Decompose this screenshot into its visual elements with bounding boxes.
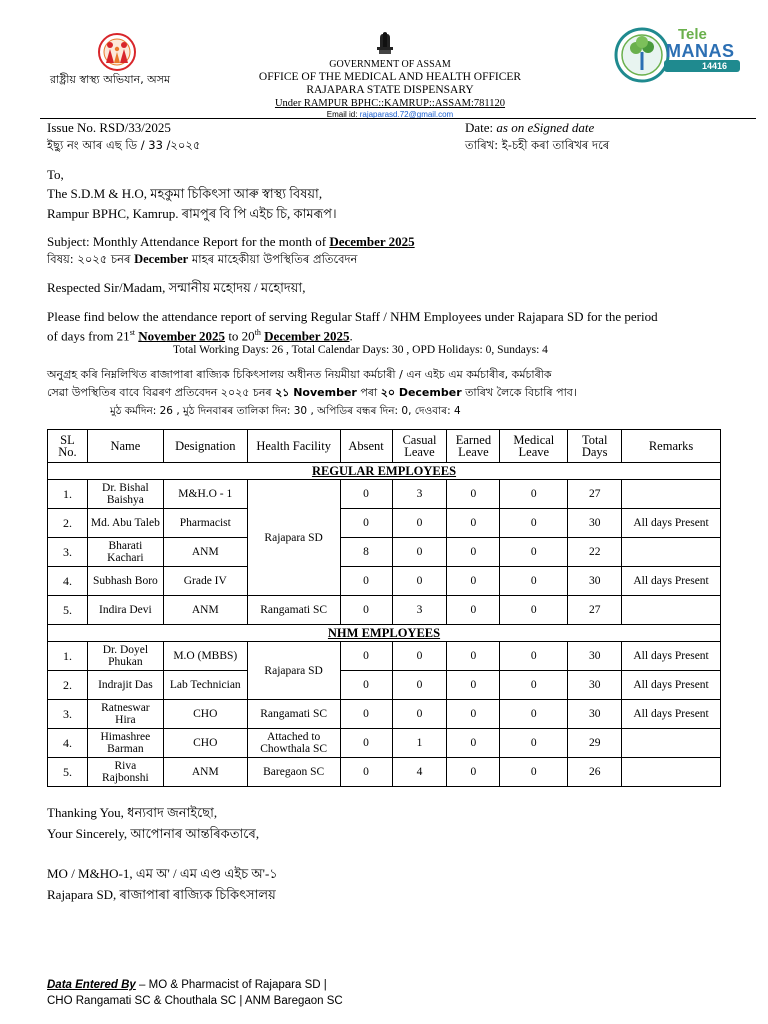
col-designation: Designation bbox=[163, 430, 247, 463]
cell-remarks: All days Present bbox=[622, 642, 721, 671]
cell-total: 30 bbox=[568, 642, 622, 671]
para1-from-date: November 2025 bbox=[138, 328, 226, 344]
cell-medical: 0 bbox=[500, 538, 568, 567]
col-remarks: Remarks bbox=[622, 430, 721, 463]
cell-casual: 0 bbox=[392, 671, 447, 700]
footer-line1-rest: – MO & Pharmacist of Rajapara SD | bbox=[135, 979, 327, 991]
para-bn-line1: অনুগ্ৰহ কৰি নিম্নলিখিত ৰাজাপাৰা ৰাজ্যিক চিকিৎসালয় অধীনত নিয়মীয়া কৰ্মচাৰী / এন এইচ এম কৰ্মচাৰীৰ, কৰ্মচাৰীক bbox=[47, 368, 552, 381]
table-row bbox=[48, 596, 721, 625]
thanks-line: Thanking You, ধন্যবাদ জনাইছো, bbox=[47, 805, 218, 820]
table-row bbox=[48, 480, 721, 509]
table-row bbox=[48, 729, 721, 758]
issue-no-bn: ইছ্যু নং আৰ এছ ডি / 33 /২০২৫ bbox=[47, 138, 201, 152]
totals-en: Total Working Days: 26 , Total Calendar Days: 30 , OPD Holidays: 0, Sundays: 4 bbox=[173, 344, 548, 356]
para1-sup2: th bbox=[254, 328, 261, 337]
cell-absent: 0 bbox=[340, 567, 392, 596]
nhm-title: NHM EMPLOYEES bbox=[48, 625, 721, 642]
cell-total: 30 bbox=[568, 671, 622, 700]
issue-date bbox=[465, 120, 594, 136]
cell-medical: 0 bbox=[500, 729, 568, 758]
cell-remarks: All days Present bbox=[622, 700, 721, 729]
issue-no: Issue No. RSD/33/2025 bbox=[47, 120, 171, 135]
cell-designation: ANM bbox=[163, 758, 247, 787]
signatory-office: Rajapara SD, ৰাজাপাৰা ৰাজ্যিক চিকিৎসালয় bbox=[47, 887, 276, 902]
cell-designation: ANM bbox=[163, 538, 247, 567]
cell-earned: 0 bbox=[447, 642, 500, 671]
cell-medical: 0 bbox=[500, 567, 568, 596]
cell-sl: 1. bbox=[48, 480, 88, 509]
para1-part-e: . bbox=[349, 328, 353, 344]
cell-absent: 0 bbox=[340, 758, 392, 787]
cell-facility: Attached to Chowthala SC bbox=[247, 729, 340, 758]
para1-line1: Please find below the attendance report of serving Regular Staff / NHM Employees under Rajapara SD for the period bbox=[47, 309, 658, 324]
cell-designation: CHO bbox=[163, 700, 247, 729]
para-bn-to: ২০ December bbox=[380, 386, 462, 399]
subject-month: December 2025 bbox=[329, 234, 415, 249]
cell-medical: 0 bbox=[500, 480, 568, 509]
cell-total: 26 bbox=[568, 758, 622, 787]
subject-bn-suffix: মাহৰ মাহেকীয়া উপস্থিতিৰ প্ৰতিবেদন bbox=[188, 252, 358, 266]
cell-sl: 2. bbox=[48, 509, 88, 538]
cell-sl: 3. bbox=[48, 700, 88, 729]
cell-absent: 0 bbox=[340, 700, 392, 729]
cell-medical: 0 bbox=[500, 509, 568, 538]
cell-designation: CHO bbox=[163, 729, 247, 758]
table-header-row bbox=[48, 430, 721, 463]
para1-to-date: December 2025 bbox=[264, 328, 350, 344]
footer-label: Data Entered By bbox=[47, 979, 136, 991]
cell-earned: 0 bbox=[447, 480, 500, 509]
cell-absent: 0 bbox=[340, 729, 392, 758]
cell-medical: 0 bbox=[500, 596, 568, 625]
cell-facility-group: Rajapara SD bbox=[247, 480, 340, 596]
under-line: Under RAMPUR BPHC::KAMRUP::ASSAM:781120 bbox=[274, 98, 506, 109]
cell-designation: Lab Technician bbox=[163, 671, 247, 700]
para-bn-from: ২১ November bbox=[275, 386, 357, 399]
cell-remarks: All days Present bbox=[622, 671, 721, 700]
col-medical: Medical Leave bbox=[500, 430, 568, 463]
cell-name: Bharati Kachari bbox=[87, 538, 163, 567]
col-casual: Casual Leave bbox=[392, 430, 447, 463]
cell-earned: 0 bbox=[447, 758, 500, 787]
sincerely-line: Your Sincerely, আপোনাৰ আন্তৰিকতাৰে, bbox=[47, 826, 260, 841]
to-line: To, bbox=[47, 167, 64, 182]
cell-designation: Grade IV bbox=[163, 567, 247, 596]
para-bn-part-e: তাৰিখ লৈকে বিচাৰি পাব। bbox=[461, 386, 577, 399]
table-row bbox=[48, 671, 721, 700]
cell-total: 30 bbox=[568, 509, 622, 538]
regular-title: REGULAR EMPLOYEES bbox=[48, 463, 721, 480]
cell-absent: 0 bbox=[340, 509, 392, 538]
cell-facility: Rangamati SC bbox=[247, 596, 340, 625]
col-absent: Absent bbox=[340, 430, 392, 463]
cell-casual: 0 bbox=[392, 642, 447, 671]
cell-medical: 0 bbox=[500, 758, 568, 787]
to-addressee: The S.D.M & H.O, মহকুমা চিকিৎসা আৰু স্বাস্থ্য বিষয়া, bbox=[47, 186, 323, 201]
cell-sl: 5. bbox=[48, 758, 88, 787]
cell-name: Riva Rajbonshi bbox=[87, 758, 163, 787]
cell-total: 27 bbox=[568, 596, 622, 625]
manas-text: MANAS bbox=[666, 41, 735, 61]
para-bn-part-a: সেৱা উপস্থিতিৰ বাবে বিৱৰণ প্ৰতিবেদন ২০২৫ চনৰ bbox=[47, 386, 276, 399]
cell-designation: M.O (MBBS) bbox=[163, 642, 247, 671]
table-row bbox=[48, 567, 721, 596]
cell-absent: 0 bbox=[340, 480, 392, 509]
cell-casual: 4 bbox=[392, 758, 447, 787]
cell-earned: 0 bbox=[447, 729, 500, 758]
tele-manas-logo bbox=[612, 24, 747, 86]
assam-emblem-icon bbox=[374, 30, 396, 56]
dispensary-line: RAJAPARA STATE DISPENSARY bbox=[306, 84, 474, 96]
cell-name: Subhash Boro bbox=[87, 567, 163, 596]
section-row-regular bbox=[48, 463, 721, 480]
cell-name: Md. Abu Taleb bbox=[87, 509, 163, 538]
cell-total: 27 bbox=[568, 480, 622, 509]
table-row bbox=[48, 538, 721, 567]
email-label: Email id: bbox=[326, 110, 358, 119]
para1-sup1: st bbox=[129, 328, 136, 337]
cell-sl: 5. bbox=[48, 596, 88, 625]
cell-earned: 0 bbox=[447, 567, 500, 596]
cell-designation: Pharmacist bbox=[163, 509, 247, 538]
subject-bn-month: December bbox=[134, 252, 189, 266]
cell-name: Indira Devi bbox=[87, 596, 163, 625]
data-entry-footer bbox=[47, 977, 343, 1009]
col-facility: Health Facility bbox=[247, 430, 340, 463]
cell-earned: 0 bbox=[447, 671, 500, 700]
cell-casual: 3 bbox=[392, 480, 447, 509]
table-row bbox=[48, 758, 721, 787]
cell-facility-group: Rajapara SD bbox=[247, 642, 340, 700]
header-rule bbox=[40, 118, 756, 119]
cell-casual: 1 bbox=[392, 729, 447, 758]
table-row bbox=[48, 509, 721, 538]
cell-casual: 0 bbox=[392, 509, 447, 538]
helpline-number: 14416 bbox=[702, 61, 728, 71]
cell-medical: 0 bbox=[500, 642, 568, 671]
subject-prefix: Subject: Monthly Attendance Report for the month of bbox=[47, 234, 330, 249]
cell-sl: 4. bbox=[48, 729, 88, 758]
salutation: Respected Sir/Madam, সন্মানীয় মহোদয় / মহোদয়া, bbox=[47, 280, 306, 295]
footer-line2: CHO Rangamati SC & Chouthala SC | ANM Baregaon SC bbox=[47, 995, 343, 1007]
section-row-nhm bbox=[48, 625, 721, 642]
date-label: Date: bbox=[465, 120, 494, 135]
table-row bbox=[48, 700, 721, 729]
cell-earned: 0 bbox=[447, 509, 500, 538]
issue-date-bn: তাৰিখ: ই-চহী কৰা তাৰিখৰ দৰে bbox=[465, 138, 610, 152]
signatory-line: MO / M&HO-1, এম অ' / এম এণ্ড এইচ অ'-১ bbox=[47, 866, 278, 881]
para1-part-c: to 20 bbox=[225, 328, 255, 344]
cell-name: Himashree Barman bbox=[87, 729, 163, 758]
cell-facility: Rangamati SC bbox=[247, 700, 340, 729]
cell-absent: 0 bbox=[340, 642, 392, 671]
cell-casual: 0 bbox=[392, 538, 447, 567]
cell-designation: ANM bbox=[163, 596, 247, 625]
footer-line1 bbox=[47, 977, 343, 993]
cell-total: 30 bbox=[568, 567, 622, 596]
totals-bn: মুঠ কৰ্মদিন: 26 , মুঠ দিনবাৰৰ তালিকা দিন: 30 , অপিডিৰ বন্ধৰ দিন: 0, দেওবাৰ: 4 bbox=[110, 405, 461, 417]
cell-name: Ratneswar Hira bbox=[87, 700, 163, 729]
para1-part-a: of days from 21 bbox=[47, 328, 130, 344]
cell-remarks bbox=[622, 596, 721, 625]
date-value: as on eSigned date bbox=[496, 120, 595, 135]
table-row bbox=[48, 642, 721, 671]
subject-en bbox=[47, 234, 415, 250]
office-header bbox=[200, 58, 580, 120]
col-earned: Earned Leave bbox=[447, 430, 500, 463]
cell-name: Dr. Doyel Phukan bbox=[87, 642, 163, 671]
cell-earned: 0 bbox=[447, 596, 500, 625]
subject-bn bbox=[47, 251, 357, 267]
cell-facility: Baregaon SC bbox=[247, 758, 340, 787]
cell-casual: 0 bbox=[392, 700, 447, 729]
cell-remarks bbox=[622, 538, 721, 567]
cell-name: Dr. Bishal Baishya bbox=[87, 480, 163, 509]
cell-remarks: All days Present bbox=[622, 509, 721, 538]
para-bn-line2 bbox=[47, 385, 577, 401]
cell-designation: M&H.O - 1 bbox=[163, 480, 247, 509]
to-address: Rampur BPHC, Kamrup. ৰামপুৰ বি পি এইচ চি, কামৰূপ। bbox=[47, 206, 337, 221]
office-line: OFFICE OF THE MEDICAL AND HEALTH OFFICER bbox=[258, 71, 522, 83]
cell-name: Indrajit Das bbox=[87, 671, 163, 700]
tele-text: Tele bbox=[678, 26, 707, 43]
cell-total: 30 bbox=[568, 700, 622, 729]
cell-sl: 1. bbox=[48, 642, 88, 671]
cell-total: 22 bbox=[568, 538, 622, 567]
para-bn-part-c: পৰা bbox=[356, 386, 381, 399]
cell-casual: 0 bbox=[392, 567, 447, 596]
cell-earned: 0 bbox=[447, 538, 500, 567]
cell-sl: 4. bbox=[48, 567, 88, 596]
cell-absent: 0 bbox=[340, 671, 392, 700]
gov-line: GOVERNMENT OF ASSAM bbox=[329, 59, 451, 70]
cell-absent: 0 bbox=[340, 596, 392, 625]
cell-remarks bbox=[622, 480, 721, 509]
nhm-assam-logo-text: রাষ্ট্ৰীয় স্বাস্থ্য অভিযান, অসম bbox=[50, 73, 171, 86]
cell-earned: 0 bbox=[447, 700, 500, 729]
cell-total: 29 bbox=[568, 729, 622, 758]
cell-sl: 3. bbox=[48, 538, 88, 567]
cell-remarks bbox=[622, 729, 721, 758]
cell-sl: 2. bbox=[48, 671, 88, 700]
attendance-table bbox=[47, 429, 721, 787]
cell-remarks: All days Present bbox=[622, 567, 721, 596]
col-total: Total Days bbox=[568, 430, 622, 463]
col-name: Name bbox=[87, 430, 163, 463]
cell-medical: 0 bbox=[500, 700, 568, 729]
col-sl: SL No. bbox=[48, 430, 88, 463]
subject-bn-prefix: বিষয়: ২০২৫ চনৰ bbox=[47, 252, 135, 266]
cell-absent: 8 bbox=[340, 538, 392, 567]
email-link[interactable]: rajaparasd.72@gmail.com bbox=[359, 110, 454, 119]
cell-remarks bbox=[622, 758, 721, 787]
cell-casual: 3 bbox=[392, 596, 447, 625]
cell-medical: 0 bbox=[500, 671, 568, 700]
